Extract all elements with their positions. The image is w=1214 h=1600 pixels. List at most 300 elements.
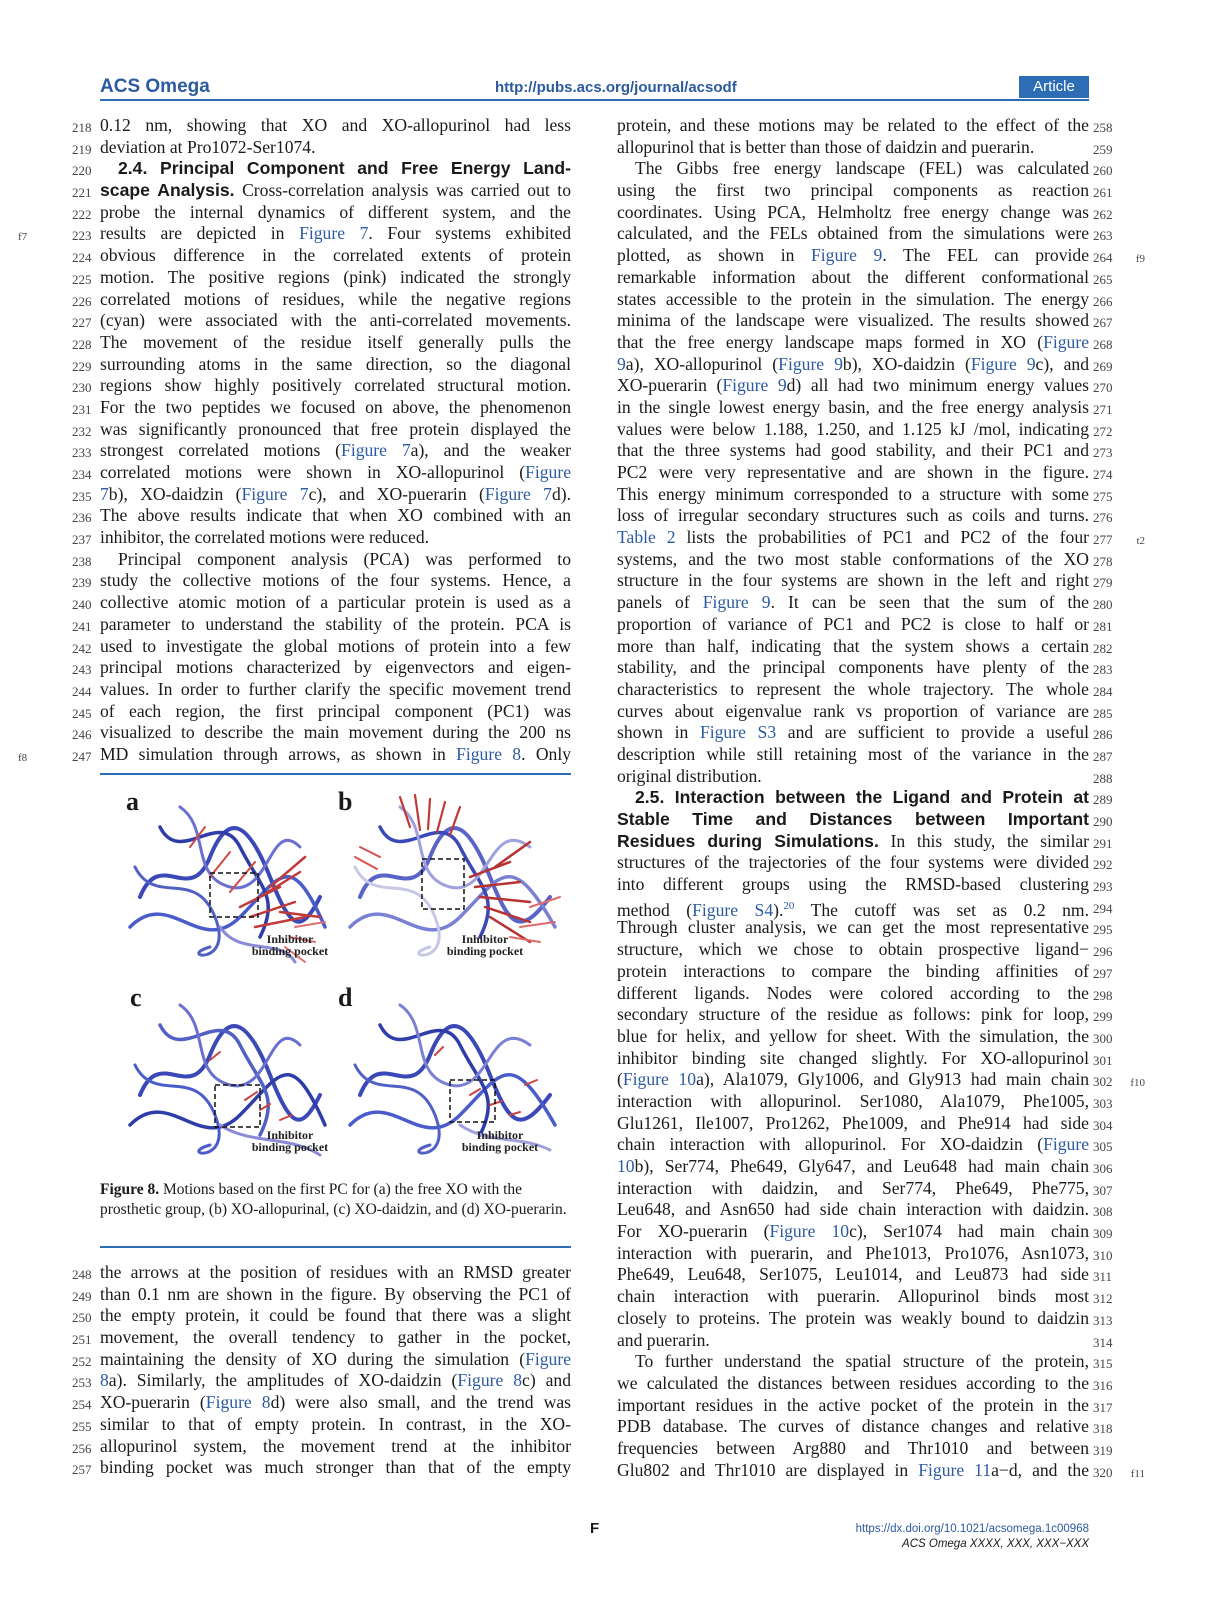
text-line <box>617 288 1113 311</box>
text-line <box>617 1329 1113 1352</box>
text-line <box>72 570 571 592</box>
text-line <box>72 180 571 202</box>
text-span: important residues in the active pocket of the protein in the <box>617 1394 1089 1415</box>
line-number: 309 <box>1093 1226 1113 1242</box>
line-number: 253 <box>72 1375 92 1391</box>
line-number: 288 <box>1093 770 1113 786</box>
text-span: chain interaction with allopurinol. For XO-daidzin ( <box>617 1134 1044 1155</box>
margin-tag: f8 <box>18 751 28 764</box>
right-column <box>617 115 1145 1481</box>
text-span: characteristics to represent the whole trajectory. The whole <box>617 678 1089 699</box>
line-number: 280 <box>1093 597 1113 613</box>
line-number: 254 <box>72 1397 92 1413</box>
reference-link[interactable]: 9 <box>617 353 626 374</box>
reference-link[interactable]: Figure 8 <box>456 743 522 764</box>
text-span: deviation at Pro1072-Ser1074. <box>100 136 316 157</box>
text-span: shown in <box>617 722 700 743</box>
text-line <box>617 1394 1113 1417</box>
text-line <box>617 1134 1113 1156</box>
text-line <box>617 1025 1113 1048</box>
text-span: Phe649, Leu648, Ser1075, Leu1014, and Leu873 had side <box>617 1264 1089 1285</box>
pocket-label-c: Inhibitor binding pocket <box>251 1128 329 1154</box>
reference-link[interactable]: Figure 7 <box>341 440 411 461</box>
text-line <box>72 657 571 679</box>
text-span: inhibitor, the correlated motions were reduced. <box>100 527 430 548</box>
line-number: 256 <box>72 1440 92 1456</box>
text-span: In this study, the similar <box>878 830 1089 851</box>
panel-label-d: d <box>338 983 353 1012</box>
text-span: a), Ala1079, Gly1006, and Gly913 had main chain <box>696 1069 1089 1090</box>
text-line <box>617 657 1113 679</box>
text-line <box>18 743 571 766</box>
line-number: 248 <box>72 1267 92 1282</box>
text-span: XO-puerarin ( <box>100 1392 206 1413</box>
text-span: method ( <box>617 899 693 920</box>
text-span: and are sufficient to provide a useful <box>776 722 1089 743</box>
text-span: correlated motions were shown in XO-allopurinol ( <box>100 462 526 482</box>
text-line <box>617 960 1113 983</box>
text-line <box>617 1264 1113 1286</box>
line-number: 320 <box>1093 1464 1113 1480</box>
text-span: inhibitor binding site changed slightly. For XO-allopurinol <box>617 1047 1089 1068</box>
text-line <box>617 592 1113 614</box>
text-span: (cyan) were associated with the anti-correlated movements. <box>100 310 571 331</box>
line-number: 296 <box>1093 944 1113 960</box>
text-span: values. In order to further clarify the specific movement trend <box>100 678 571 699</box>
line-number: 277 <box>1093 532 1113 548</box>
text-line <box>72 245 571 267</box>
reference-link[interactable]: 7 <box>100 483 109 504</box>
journal-name[interactable]: ACS Omega <box>100 76 210 97</box>
reference-link[interactable]: Figure <box>525 462 571 482</box>
text-line <box>72 483 571 506</box>
line-number: 234 <box>72 467 92 482</box>
line-number: 298 <box>1093 987 1113 1003</box>
text-span: and puerarin. <box>617 1329 710 1350</box>
text-span: Through cluster analysis, we can get the most representative <box>617 917 1089 938</box>
line-number: 285 <box>1093 705 1113 721</box>
line-number: 319 <box>1093 1442 1113 1458</box>
line-number: 312 <box>1093 1291 1113 1307</box>
line-number: 221 <box>72 185 92 201</box>
text-span: panels of <box>617 592 703 613</box>
line-number: 230 <box>72 380 92 396</box>
reference-link[interactable]: Table 2 <box>617 527 676 548</box>
line-number: 236 <box>72 510 92 526</box>
text-span: more than half, indicating that the system shows a certain <box>617 635 1089 656</box>
text-line <box>617 896 1113 920</box>
line-number: 243 <box>72 662 92 678</box>
text-span: calculated, and the FELs obtained from the simulations were <box>617 223 1089 244</box>
text-span: ). <box>773 899 784 920</box>
text-span: original distribution. <box>617 765 762 786</box>
reference-link[interactable]: Figure 9 <box>778 353 843 374</box>
text-span: For the two peptides we focused on above, the phenomenon <box>100 396 571 417</box>
reference-link[interactable]: 10 <box>617 1156 635 1176</box>
reference-link[interactable]: Figure 10 <box>769 1221 850 1242</box>
text-line <box>617 852 1113 874</box>
line-number: 282 <box>1093 640 1113 656</box>
reference-link[interactable]: Figure 10 <box>622 1069 697 1090</box>
text-span: The Gibbs free energy landscape (FEL) was calculated <box>635 158 1089 179</box>
text-span: d). <box>551 483 571 504</box>
text-span: interaction with allopurinol. Ser1080, Ala1079, Phe1005, <box>617 1090 1089 1111</box>
text-line <box>617 440 1113 462</box>
line-number: 297 <box>1093 965 1113 981</box>
line-number: 231 <box>72 401 92 417</box>
panel-label-b: b <box>338 787 353 816</box>
line-number: 255 <box>72 1418 92 1434</box>
text-line <box>617 180 1113 202</box>
line-number: 229 <box>72 358 92 374</box>
margin-tag: t2 <box>1136 535 1145 548</box>
pocket-label-b: Inhibitor binding pocket <box>446 932 524 958</box>
line-number: 249 <box>72 1288 92 1304</box>
line-number: 250 <box>72 1310 92 1326</box>
text-line <box>617 136 1113 159</box>
text-line <box>617 678 1113 701</box>
text-span: For XO-puerarin ( <box>617 1221 770 1242</box>
text-span: a). Similarly, the amplitudes of XO-daidzin ( <box>108 1370 458 1391</box>
text-span: The cutoff was set as 0.2 nm. <box>794 899 1089 920</box>
text-span: structure in the four systems are shown in the left and right <box>617 570 1089 591</box>
text-span: the arrows at the position of residues with an RMSD greater <box>100 1262 571 1282</box>
line-number: 241 <box>72 618 92 634</box>
text-span: Leu648, and Asn650 had side chain interaction with daidzin. <box>617 1199 1089 1220</box>
line-number: 292 <box>1093 857 1113 873</box>
text-line <box>72 418 571 441</box>
section-heading: 2.4. Principal Component and Free Energy Land- <box>118 158 571 179</box>
reference-link[interactable]: Figure 9 <box>702 592 771 613</box>
margin-tag: f10 <box>1130 1077 1145 1090</box>
text-span: than 0.1 nm are shown in the figure. By observing the PC1 of <box>100 1283 571 1304</box>
text-span: c) and <box>522 1370 571 1391</box>
reference-link[interactable]: 8 <box>100 1370 109 1391</box>
text-span: the empty protein, it could be found that there was a slight <box>100 1305 571 1326</box>
text-line <box>72 548 571 571</box>
text-span: parameter to understand the stability of the protein. PCA is <box>100 613 571 634</box>
text-line <box>617 310 1113 332</box>
text-line <box>617 1112 1113 1135</box>
text-span: structure, which we chose to obtain prospective ligand− <box>617 939 1089 960</box>
text-line <box>72 288 571 311</box>
text-line <box>72 440 571 462</box>
text-line <box>72 1283 571 1306</box>
text-line <box>617 548 1113 571</box>
text-line <box>617 874 1113 896</box>
text-span: closely to proteins. The protein was weakly bound to daidzin <box>617 1307 1089 1328</box>
text-span: probe the internal dynamics of different system, and the <box>100 201 571 222</box>
text-line <box>617 1437 1113 1460</box>
line-number: 257 <box>72 1462 92 1478</box>
text-line <box>72 1348 571 1371</box>
text-span: stability, and the principal components have plenty of the <box>617 657 1089 678</box>
caption-text: Motions based on the first PC for (a) the free XO with the prosthetic group, (b) XO-allopurinal, (c) XO-daidzin, and (d) XO-puerarin. <box>100 1181 567 1218</box>
header-rule <box>100 99 1089 101</box>
line-number: 246 <box>72 727 92 743</box>
line-number: 301 <box>1093 1052 1113 1068</box>
text-span: PDB database. The curves of distance changes and relative <box>617 1416 1089 1437</box>
text-line <box>72 678 571 701</box>
text-span: . Four systems exhibited <box>368 223 571 244</box>
text-span: movement, the overall tendency to gather in the pocket, <box>100 1327 571 1348</box>
left-column-bottom <box>72 1262 571 1479</box>
text-line <box>617 396 1113 419</box>
line-number: 291 <box>1093 835 1113 851</box>
line-number: 306 <box>1093 1161 1113 1176</box>
line-number: 299 <box>1093 1009 1113 1025</box>
line-number: 293 <box>1093 879 1113 895</box>
text-line <box>72 201 571 224</box>
text-line <box>617 505 1113 527</box>
line-number: 270 <box>1093 380 1113 396</box>
text-span: This energy minimum corresponded to a structure with some <box>617 483 1089 504</box>
text-line <box>617 115 1113 137</box>
line-number: 273 <box>1093 445 1113 461</box>
text-line <box>617 1307 1113 1330</box>
text-line <box>72 635 571 658</box>
reference-link[interactable]: Figure 7 <box>299 223 369 244</box>
reference-link[interactable]: Figure S4 <box>692 899 774 920</box>
doi-link[interactable]: https://dx.doi.org/10.1021/acsomega.1c00968 <box>855 1523 1089 1535</box>
text-span: systems, and the two most stable conformations of the XO <box>617 548 1089 569</box>
text-line <box>72 613 571 636</box>
text-span: in the single lowest energy basin, and the free energy analysis <box>617 396 1089 417</box>
line-number: 274 <box>1093 467 1113 482</box>
section-heading: 2.5. Interaction between the Ligand and Protein at <box>635 787 1089 808</box>
margin-tag: f9 <box>1135 253 1145 266</box>
text-span: maintaining the density of XO during the simulation ( <box>100 1348 526 1369</box>
citation-superscript[interactable]: 20 <box>783 899 795 912</box>
line-number: 263 <box>1093 228 1113 244</box>
text-span: regions show highly positively correlated structural motion. <box>100 375 571 396</box>
caption-label: Figure 8. <box>100 1181 160 1198</box>
line-number: 240 <box>72 597 92 613</box>
text-line <box>72 158 571 180</box>
section-heading: scape Analysis. <box>100 180 235 201</box>
line-number: 284 <box>1093 683 1113 699</box>
text-line <box>72 266 571 289</box>
text-span: c), and XO-puerarin ( <box>308 483 485 504</box>
text-line <box>72 1327 571 1349</box>
text-span: Cross-correlation analysis was carried out to <box>234 180 571 201</box>
text-span: surrounding atoms in the same direction, so the diagonal <box>100 353 571 374</box>
text-line <box>72 115 571 137</box>
text-line <box>617 375 1113 397</box>
reference-link[interactable]: Figure 7 <box>241 483 309 504</box>
text-span: remarkable information about the different conformational <box>617 266 1089 287</box>
text-span: d) all had two minimum energy values <box>786 375 1089 396</box>
text-span: used to investigate the global motions of protein into a few <box>100 635 571 656</box>
left-column-top <box>18 115 571 766</box>
text-line <box>72 1370 571 1392</box>
text-span: collective atomic motion of a particular protein is used as a <box>100 592 571 613</box>
text-span: c), Ser1074 had main chain <box>849 1221 1089 1242</box>
text-span: d) were also small, and the trend was <box>270 1392 571 1413</box>
reference-link[interactable]: Figure 8 <box>205 1392 271 1413</box>
line-number: 224 <box>72 250 92 266</box>
text-line <box>617 331 1113 354</box>
panel-label-c: c <box>130 983 142 1012</box>
text-span: secondary structure of the residue as follows: pink for loop, <box>617 1004 1089 1025</box>
text-span: PC2 were very representative and are shown in the figure. <box>617 462 1089 482</box>
reference-link[interactable]: Figure <box>1043 1134 1089 1155</box>
panel-label-a: a <box>126 787 139 816</box>
text-span: a), and the weaker <box>410 440 571 461</box>
line-number: 289 <box>1093 792 1113 808</box>
text-span: The above results indicate that when XO combined with an <box>100 505 571 526</box>
reference-link[interactable]: Figure 11 <box>918 1459 992 1480</box>
reference-link[interactable]: Figure <box>525 1348 571 1369</box>
text-span: . The FEL can provide <box>882 245 1090 266</box>
text-line <box>617 1372 1113 1395</box>
text-line <box>72 1392 571 1414</box>
text-span: proportion of variance of PC1 and PC2 is close to half or <box>617 613 1089 634</box>
line-number: 239 <box>72 575 92 591</box>
figure-8 <box>100 773 571 1248</box>
line-number: 258 <box>1093 120 1113 135</box>
text-line <box>617 635 1113 658</box>
text-line <box>617 722 1113 744</box>
line-number: 269 <box>1093 358 1113 374</box>
text-line <box>72 1457 571 1479</box>
line-number: 244 <box>72 683 92 699</box>
line-number: 226 <box>72 293 92 309</box>
text-line <box>617 353 1113 376</box>
text-line <box>72 462 571 484</box>
line-number: 316 <box>1093 1377 1113 1393</box>
text-span: of each region, the first principal component (PC1) was <box>100 700 571 721</box>
line-number: 265 <box>1093 271 1113 287</box>
line-number: 290 <box>1093 814 1113 829</box>
reference-link[interactable]: Figure <box>1043 331 1089 352</box>
text-line <box>617 917 1113 939</box>
line-number: 311 <box>1093 1269 1113 1285</box>
text-line <box>617 1286 1113 1308</box>
line-number: 220 <box>72 163 92 179</box>
figure-bottom-rule <box>100 1246 571 1248</box>
line-number: 308 <box>1093 1204 1113 1220</box>
text-span: b), XO-daidzin ( <box>108 483 242 504</box>
line-number: 238 <box>72 553 92 569</box>
text-span: was significantly pronounced that free protein displayed the <box>100 418 571 439</box>
text-line <box>617 418 1113 441</box>
text-line <box>617 1004 1113 1026</box>
text-line <box>617 462 1113 484</box>
text-span: allopurinol system, the movement trend at the inhibitor <box>100 1435 571 1456</box>
text-span: motion. The positive regions (pink) indicated the strongly <box>100 266 571 287</box>
line-number: 295 <box>1093 922 1113 938</box>
text-line <box>18 223 571 245</box>
line-number: 228 <box>72 336 92 352</box>
text-span: blue for helix, and yellow for sheet. With the simulation, the <box>617 1025 1089 1046</box>
line-number: 281 <box>1093 618 1113 634</box>
text-line <box>72 1262 571 1284</box>
text-span: XO-puerarin ( <box>617 375 723 396</box>
text-span: ( <box>617 1069 623 1090</box>
text-span: coordinates. Using PCA, Helmholtz free energy change was <box>617 201 1089 222</box>
line-number: 272 <box>1093 423 1113 439</box>
line-number: 275 <box>1093 488 1113 504</box>
margin-tag: f7 <box>18 231 28 244</box>
text-line <box>72 527 571 549</box>
text-span: plotted, as shown in <box>617 245 811 266</box>
text-span: loss of irregular secondary structures such as coils and turns. <box>617 505 1089 526</box>
text-span: results are depicted in <box>100 223 300 244</box>
reference-link[interactable]: Figure 9 <box>722 375 787 396</box>
journal-url-link[interactable]: http://pubs.acs.org/journal/acsodf <box>495 79 737 96</box>
line-number: 233 <box>72 445 92 461</box>
line-number: 237 <box>72 532 92 548</box>
text-line <box>617 570 1113 592</box>
line-number: 232 <box>72 423 92 439</box>
text-span: protein, and these motions may be related to the effect of the <box>617 115 1089 135</box>
text-span: MD simulation through arrows, as shown in <box>100 743 457 764</box>
line-number: 302 <box>1093 1074 1113 1090</box>
text-line <box>72 700 571 723</box>
text-span: a−d, and the <box>991 1459 1090 1480</box>
reference-link[interactable]: Figure 7 <box>484 483 552 504</box>
page-header <box>100 76 1089 100</box>
margin-tag: f11 <box>1130 1467 1145 1480</box>
text-span: correlated motions of residues, while the negative regions <box>100 288 571 309</box>
text-span: interaction with puerarin, and Phe1013, Pro1076, Asn1073, <box>617 1242 1089 1263</box>
line-number: 223 <box>72 228 92 244</box>
text-line <box>617 527 1145 549</box>
reference-link[interactable]: Figure 9 <box>970 353 1036 374</box>
text-line <box>617 613 1113 636</box>
line-number: 235 <box>72 488 92 504</box>
line-number: 283 <box>1093 662 1113 678</box>
text-line <box>617 982 1113 1005</box>
text-line <box>617 1177 1113 1200</box>
text-span: chain interaction with puerarin. Allopurinol binds most <box>617 1286 1089 1307</box>
text-line <box>617 158 1113 180</box>
text-line <box>72 505 571 527</box>
text-span: study the collective motions of the four systems. Hence, a <box>100 570 571 591</box>
line-number: 294 <box>1093 900 1113 916</box>
reference-link[interactable]: Figure 9 <box>811 245 883 266</box>
text-line <box>617 1242 1113 1265</box>
article-type-badge: Article <box>1019 76 1089 98</box>
text-line <box>617 1047 1113 1070</box>
text-span: b), Ser774, Phe649, Gly647, and Leu648 had main chain <box>634 1156 1089 1176</box>
text-span: visualized to describe the main movement during the 200 ns <box>100 722 571 743</box>
text-line <box>617 1069 1145 1091</box>
text-span: To further understand the spatial structure of the protein, <box>635 1351 1089 1372</box>
text-span: structures of the trajectories of the four systems were divided <box>617 852 1089 873</box>
reference-link[interactable]: Figure 8 <box>457 1370 523 1391</box>
text-span: allopurinol that is better than those of daidzin and puerarin. <box>617 136 1035 157</box>
text-span: that the free energy landscape maps formed in XO ( <box>617 331 1044 352</box>
line-number: 304 <box>1093 1117 1113 1133</box>
text-line <box>72 331 571 354</box>
line-number: 261 <box>1093 185 1113 201</box>
text-span: obvious difference in the correlated extents of protein <box>100 245 571 266</box>
line-number: 271 <box>1093 401 1113 417</box>
line-number: 286 <box>1093 727 1113 743</box>
text-span: Principal component analysis (PCA) was performed to <box>118 548 571 569</box>
reference-link[interactable]: Figure S3 <box>699 722 777 743</box>
text-line <box>72 353 571 376</box>
text-span: using the first two principal components as reaction <box>617 180 1089 201</box>
text-line <box>72 1413 571 1436</box>
text-span: . It can be seen that the sum of the <box>770 592 1089 613</box>
text-span: into different groups using the RMSD-based clustering <box>617 874 1089 895</box>
text-line <box>617 809 1113 831</box>
line-number: 300 <box>1093 1030 1113 1046</box>
text-span: a), XO-allopurinol ( <box>625 353 779 374</box>
